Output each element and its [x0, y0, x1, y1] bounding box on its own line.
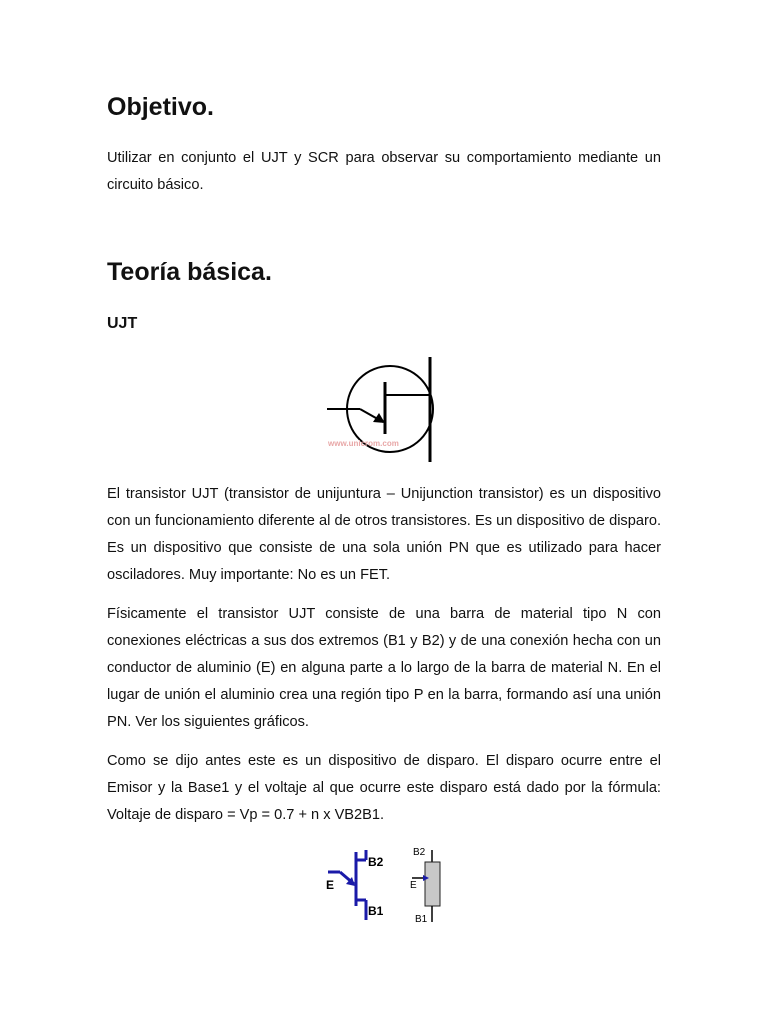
paragraph-3: Como se dijo antes este es un dispositivo de disparo. El disparo ocurre entre el Emisor y la Base1 y el voltaje al que ocurre este disparo está dado por la fórmula: Voltaje de disparo = Vp = 0.7 + n x VB2B1. [107, 753, 661, 823]
objective-text: Utilizar en conjunto el UJT y SCR para observar su comportamiento mediante un circuito básico. [107, 150, 661, 193]
ujt-bar-structure-diagram [404, 842, 454, 926]
bar-label-b2: B2 [413, 847, 426, 858]
ujt-subheading: UJT [107, 315, 138, 332]
objective-heading: Objetivo. [107, 93, 214, 121]
symbol-watermark: www.unicrom.com [328, 439, 399, 448]
ujt-symbol-diagram [322, 354, 446, 464]
paragraph-2: Físicamente el transistor UJT consiste de una barra de material tipo N con conexiones eléctricas a sus dos extremos (B1 y B2) y de una conexión hecha con un conductor de aluminio (E) en alguna parte a lo largo de la barra de material N. En el lugar de unión el aluminio crea una región tipo P en la barra, formando así una unión PN. Ver los siguientes gráficos. [107, 606, 661, 730]
label-b1: B1 [368, 904, 384, 918]
label-b2: B2 [368, 855, 384, 869]
theory-heading: Teoría básica. [107, 258, 272, 286]
paragraph-1: El transistor UJT (transistor de unijuntura – Unijunction transistor) es un dispositivo con un funcionamiento diferente al de otros transistores. Es un dispositivo de disparo. Es un dispositivo que consiste de una sola unión PN que es utilizado para hacer osciladores. Muy importante: No es un FET. [107, 486, 661, 583]
ujt-blue-symbol-diagram [322, 842, 392, 924]
label-e: E [326, 878, 335, 892]
bar-label-e: E [410, 880, 417, 891]
bar-label-b1: B1 [415, 914, 428, 925]
n-type-bar [425, 862, 440, 906]
